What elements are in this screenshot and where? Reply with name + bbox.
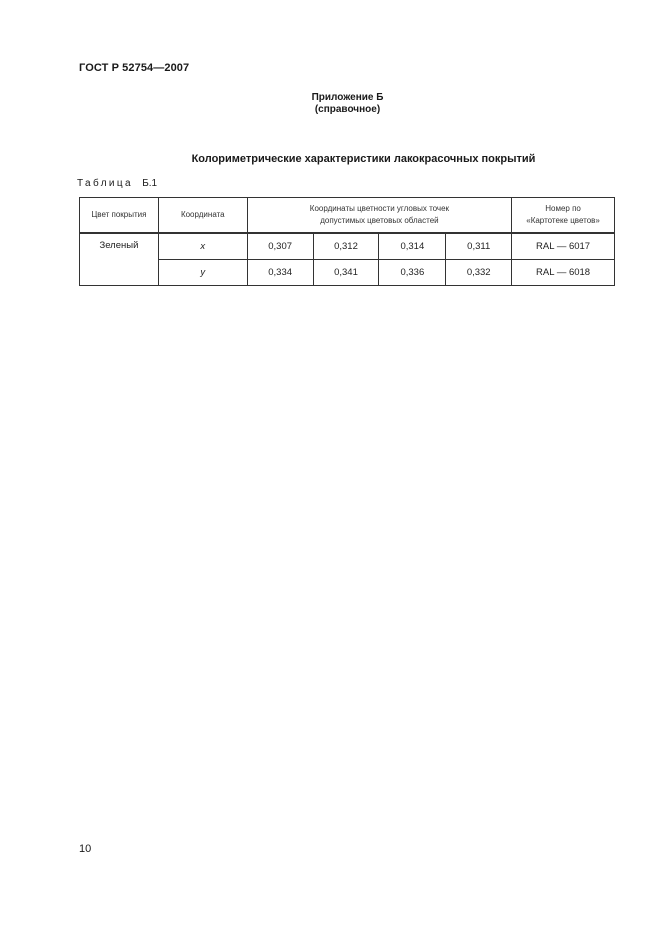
- table-header-row: [80, 198, 615, 234]
- table-caption: [77, 178, 157, 189]
- header-coordinate: Координата: [158, 198, 247, 234]
- cell-value: 0,312: [313, 233, 379, 260]
- section-title: Колориметрические характеристики лакокрасочных покрытий: [191, 153, 536, 165]
- colorimetric-table: [79, 197, 615, 286]
- header-card-number-line1: Номер по: [545, 204, 581, 213]
- cell-value: 0,334: [247, 260, 313, 286]
- cell-ral: RAL — 6017: [512, 233, 615, 260]
- header-card-number: [512, 198, 615, 234]
- appendix-title: Приложение Б: [311, 92, 384, 103]
- document-standard-header: ГОСТ Р 52754—2007: [79, 62, 190, 74]
- cell-coordinate: y: [158, 260, 247, 286]
- table-caption-label: Таблица: [77, 178, 134, 189]
- header-chromaticity-line1: Координаты цветности угловых точек: [309, 204, 450, 213]
- cell-value: 0,311: [446, 233, 512, 260]
- cell-value: 0,336: [379, 260, 446, 286]
- header-chromaticity: [247, 198, 511, 234]
- header-card-number-line2: «Картотеке цветов»: [526, 216, 600, 225]
- page-number: 10: [79, 843, 92, 855]
- cell-value: 0,314: [379, 233, 446, 260]
- appendix-type: (справочное): [314, 104, 381, 115]
- table-caption-number: Б.1: [142, 178, 158, 189]
- cell-coordinate: x: [158, 233, 247, 260]
- cell-value: 0,332: [446, 260, 512, 286]
- cell-value: 0,341: [313, 260, 379, 286]
- table-row: [80, 233, 615, 260]
- cell-ral: RAL — 6018: [512, 260, 615, 286]
- cell-color: Зеленый: [80, 233, 159, 286]
- header-color: Цвет покрытия: [80, 198, 159, 234]
- table-row: [80, 260, 615, 286]
- header-chromaticity-line2: допустимых цветовых областей: [320, 216, 439, 225]
- cell-value: 0,307: [247, 233, 313, 260]
